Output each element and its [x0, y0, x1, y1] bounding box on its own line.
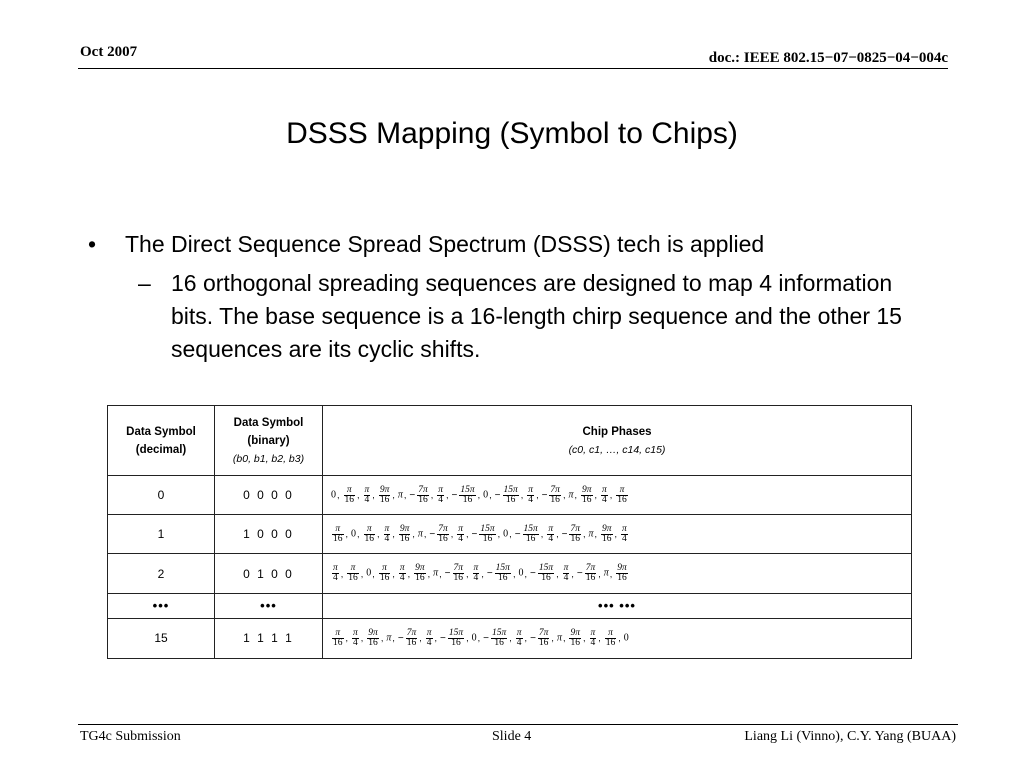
footer-left: TG4c Submission — [80, 729, 181, 744]
phase-value: 0 — [623, 632, 629, 644]
phase-value: $\frac{9\pi}{16}$ — [570, 627, 580, 648]
phase-value: $\frac{\pi}{16}$ — [379, 563, 390, 583]
bullet-dash-icon: – — [138, 270, 151, 296]
phase-value: − $\frac{7\pi}{16}$ — [561, 523, 580, 544]
phase-value: π — [556, 632, 562, 644]
phase-value: $\frac{\pi}{4}$ — [364, 484, 370, 505]
phase-value: − $\frac{15\pi}{16}$ — [471, 523, 495, 544]
phase-value: $\frac{\pi}{4}$ — [528, 484, 534, 505]
table-row — [108, 618, 912, 658]
col-header-binary-line2: (binary) — [247, 434, 290, 447]
phase-value: $\frac{\pi}{4}$ — [399, 563, 405, 583]
phase-value: − $\frac{7\pi}{16}$ — [576, 563, 596, 583]
col-header-chip-phases — [323, 406, 912, 476]
cell-decimal: 2 — [108, 554, 215, 593]
phase-value: − $\frac{15\pi}{16}$ — [486, 563, 510, 583]
chip-mapping-table — [107, 405, 912, 659]
phase-value: − $\frac{7\pi}{16}$ — [409, 484, 428, 505]
phase-value: − $\frac{7\pi}{16}$ — [530, 627, 549, 648]
phase-value: − $\frac{7\pi}{16}$ — [444, 563, 464, 583]
phase-value: $\frac{\pi}{16}$ — [333, 523, 343, 544]
phase-value: 0 — [351, 528, 357, 540]
phase-value: $\frac{\pi}{16}$ — [364, 523, 375, 544]
phase-value: $\frac{\pi}{16}$ — [605, 627, 616, 648]
header-divider — [78, 68, 948, 69]
table-row — [108, 476, 912, 515]
col-header-decimal-line2: (decimal) — [135, 443, 187, 456]
phase-value: $\frac{\pi}{4}$ — [353, 627, 358, 648]
col-header-binary-line1: Data Symbol — [233, 416, 304, 429]
phase-value: 0 — [503, 528, 509, 540]
table-row — [108, 554, 912, 593]
phase-value: π — [433, 568, 439, 579]
phase-value: $\frac{9\pi}{16}$ — [617, 563, 627, 583]
phase-value: − $\frac{15\pi}{16}$ — [451, 484, 475, 505]
phase-value: $\frac{\pi}{4}$ — [602, 484, 607, 505]
cell-decimal: 1 — [108, 515, 215, 554]
phase-value: $\frac{\pi}{16}$ — [348, 563, 358, 583]
cell-chip-phases: 0, $\frac{\pi}{16}$ , $\frac{\pi}{4}$ , $\frac{9\pi}{16}$ , π, − $\frac{7\pi}{16}$ , $\frac{\pi}{4}$ , − $\frac{15\pi}{16}$ , 0, − $\frac{15\pi}{16}$ , $\frac{\pi}{4}$ , − $\frac{7\pi}{16}$ , π, $\frac{9\pi}{16}$ , $\frac{\pi}{4}$ , $\frac{\pi}{16}$ — [323, 476, 912, 515]
phase-value: 0 — [483, 489, 489, 501]
phase-value: − $\frac{7\pi}{16}$ — [397, 627, 417, 648]
phase-value: π — [386, 632, 392, 644]
header-doc-id: doc.: IEEE 802.15−07−0825−04−004c — [708, 50, 948, 66]
bullet-list — [88, 228, 938, 366]
cell-binary: 1 1 1 1 — [215, 618, 323, 658]
footer-slide-number: Slide 4 — [492, 729, 532, 744]
phase-value: $\frac{9\pi}{16}$ — [368, 627, 378, 648]
bullet-level2-text: 16 orthogonal spreading sequences are designed to map 4 information bits. The base sequence is a 16-length chirp sequence and the other 15 sequences are its cyclic shifts. — [171, 270, 902, 362]
footer-divider — [78, 724, 958, 725]
phase-value: $\frac{9\pi}{16}$ — [602, 523, 612, 544]
phase-value: $\frac{9\pi}{16}$ — [415, 563, 425, 583]
bullet-level1 — [88, 228, 938, 261]
bullet-level1-text: The Direct Sequence Spread Spectrum (DSSS) tech is applied — [125, 231, 765, 257]
cell-binary: ••• — [215, 593, 323, 618]
phase-value: $\frac{\pi}{4}$ — [548, 523, 554, 544]
phase-value: $\frac{\pi}{16}$ — [333, 627, 343, 648]
phase-value: − $\frac{15\pi}{16}$ — [529, 563, 554, 583]
table-row — [108, 593, 912, 618]
phase-value: $\frac{\pi}{4}$ — [426, 627, 432, 648]
col-header-decimal — [108, 406, 215, 476]
col-header-binary-line3: (b0, b1, b2, b3) — [232, 452, 305, 465]
col-header-binary — [215, 406, 323, 476]
phase-value: π — [568, 489, 574, 501]
table-header-row — [108, 406, 912, 476]
cell-chip-phases: $\frac{\pi}{16}$ , $\frac{\pi}{4}$ , $\frac{9\pi}{16}$ , π, − $\frac{7\pi}{16}$ , $\frac{\pi}{4}$ , − $\frac{15\pi}{16}$ , 0, − $\frac{15\pi}{16}$ , $\frac{\pi}{4}$ , − $\frac{7\pi}{16}$ , π, $\frac{9\pi}{16}$ , $\frac{\pi}{4}$ , $\frac{\pi}{16}$ , 0 — [323, 618, 912, 658]
phase-value: 0 — [331, 489, 336, 501]
phase-value: $\frac{\pi}{4}$ — [622, 523, 627, 544]
cell-decimal: 0 — [108, 476, 215, 515]
phase-value: − $\frac{7\pi}{16}$ — [429, 523, 448, 544]
phase-value: 0 — [366, 568, 372, 579]
bullet-level2 — [134, 267, 938, 366]
bullet-dot-icon: • — [88, 231, 97, 257]
phase-value: − $\frac{15\pi}{16}$ — [483, 627, 507, 648]
phase-value: π — [417, 528, 423, 540]
cell-binary: 0 0 0 0 — [215, 476, 323, 515]
phase-value: $\frac{\pi}{16}$ — [344, 484, 355, 505]
phase-value: 0 — [518, 568, 524, 579]
col-header-chip-line2: (c0, c1, …, c14, c15) — [568, 443, 666, 456]
phase-value: $\frac{9\pi}{16}$ — [581, 484, 592, 505]
phase-value: $\frac{\pi}{4}$ — [438, 484, 444, 505]
phase-value: 0 — [471, 632, 477, 644]
phase-value: $\frac{9\pi}{16}$ — [379, 484, 390, 505]
cell-chip-phases: $\frac{\pi}{16}$ , 0, $\frac{\pi}{16}$ , $\frac{\pi}{4}$ , $\frac{9\pi}{16}$ , π, − $\frac{7\pi}{16}$ , $\frac{\pi}{4}$ , − $\frac{15\pi}{16}$ , 0, − $\frac{15\pi}{16}$ , $\frac{\pi}{4}$ , − $\frac{7\pi}{16}$ , π, $\frac{9\pi}{16}$ , $\frac{\pi}{4}$ — [323, 515, 912, 554]
cell-binary: 0 1 0 0 — [215, 554, 323, 593]
phase-value: $\frac{\pi}{4}$ — [473, 563, 479, 583]
cell-decimal: 15 — [108, 618, 215, 658]
cell-binary: 1 0 0 0 — [215, 515, 323, 554]
table-row — [108, 515, 912, 554]
phase-value: $\frac{9\pi}{16}$ — [399, 523, 410, 544]
phase-value: − $\frac{15\pi}{16}$ — [440, 627, 464, 648]
cell-chip-phases: ••• ••• — [323, 593, 912, 618]
slide-title: DSSS Mapping (Symbol to Chips) — [286, 117, 738, 150]
phase-value: $\frac{\pi}{16}$ — [617, 484, 627, 505]
phase-value: − $\frac{7\pi}{16}$ — [541, 484, 560, 505]
cell-chip-phases: $\frac{\pi}{4}$ , $\frac{\pi}{16}$ , 0, $\frac{\pi}{16}$ , $\frac{\pi}{4}$ , $\frac{9\pi}{16}$ , π, − $\frac{7\pi}{16}$ , $\frac{\pi}{4}$ , − $\frac{15\pi}{16}$ , 0, − $\frac{15\pi}{16}$ , $\frac{\pi}{4}$ , − $\frac{7\pi}{16}$ , π, $\frac{9\pi}{16}$ — [323, 554, 912, 593]
phase-value: $\frac{\pi}{4}$ — [384, 523, 390, 544]
phase-value: $\frac{\pi}{4}$ — [333, 563, 338, 583]
phase-value: π — [397, 489, 403, 501]
phase-value: $\frac{\pi}{4}$ — [590, 627, 596, 648]
phase-value: $\frac{\pi}{4}$ — [563, 563, 569, 583]
header-date: Oct 2007 — [80, 44, 138, 60]
col-header-chip-line1: Chip Phases — [582, 425, 652, 438]
cell-decimal: ••• — [108, 593, 215, 618]
phase-value: $\frac{\pi}{4}$ — [516, 627, 522, 648]
phase-value: π — [603, 568, 609, 579]
phase-value: − $\frac{15\pi}{16}$ — [494, 484, 518, 505]
phase-value: − $\frac{15\pi}{16}$ — [514, 523, 538, 544]
footer-authors: Liang Li (Vinno), C.Y. Yang (BUAA) — [744, 729, 956, 744]
col-header-decimal-line1: Data Symbol — [126, 425, 196, 438]
phase-value: π — [588, 528, 594, 540]
phase-value: $\frac{\pi}{4}$ — [458, 523, 464, 544]
